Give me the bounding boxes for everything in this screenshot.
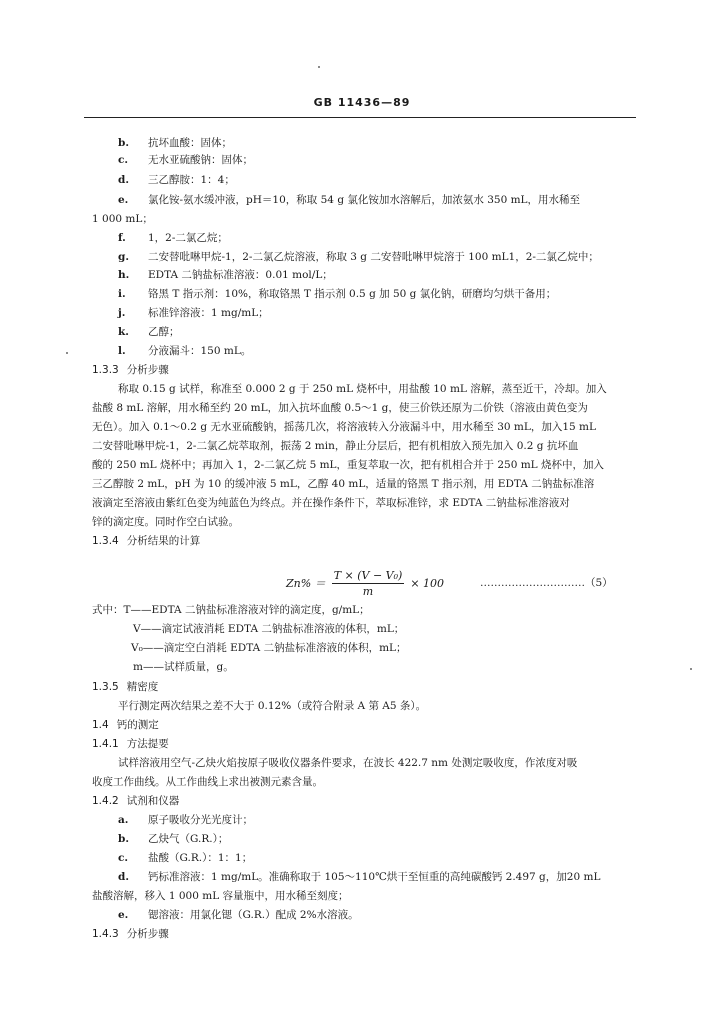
equation-number: …………………………（5） [480,577,613,589]
list-item: k. 乙醇； [118,326,180,338]
paragraph-line: 二安替吡啉甲烷-1，2-二氯乙烷萃取剂，振荡 2 min，静止分层后，把有机相放入预先加入 0.2 g 抗坏血 [92,440,579,452]
formula [286,566,444,600]
header-rule [84,117,636,118]
section-heading: 1.3.4 分析结果的计算 [92,535,201,547]
paragraph-line: 试样溶液用空气-乙炔火焰按原子吸收仪器条件要求，在波长 422.7 nm 处测定吸收度，作浓度对吸 [118,757,578,769]
formula-denominator: m [362,584,374,598]
paragraph-line: 锌的滴定度。同时作空白试验。 [92,516,239,528]
list-item: e. 氯化铵-氨水缓冲液，pH＝10，称取 54 g 氯化铵加水溶解后，加浓氨水 350 mL，用水稀至 [118,194,581,206]
list-item: c. 无水亚硫酸钠：固体； [118,154,253,166]
scan-speck [690,668,692,670]
formula-lhs: Zn% ＝ [286,577,326,590]
list-item: a. 原子吸收分光光度计； [118,814,253,826]
list-item-continuation: 盐酸溶解，移入 1 000 mL 容量瓶中，用水稀至刻度； [92,890,349,902]
paragraph-line: 收度工作曲线。从工作曲线上求出被测元素含量。 [92,776,323,788]
list-item: g. 二安替吡啉甲烷-1，2-二氯乙烷溶液，称取 3 g 二安替吡啉甲烷溶于 100 mL1，2-二氯乙烷中； [118,251,599,263]
list-item: e. 锶溶液：用氯化锶（G.R.）配成 2%水溶液。 [118,909,359,921]
paragraph-line: 三乙醇胺 2 mL，pH 为 10 的缓冲液 5 mL，乙醇 40 mL，适量的铬黑 T 指示剂，用 EDTA 二钠盐标准溶 [92,478,595,490]
where-line: V——滴定试液消耗 EDTA 二钠盐标准溶液的体积，mL； [133,623,405,635]
list-item: j. 标准锌溶液：1 mg/mL； [118,307,269,319]
list-item: b. 抗坏血酸：固体； [118,137,232,149]
where-line: 式中：T——EDTA 二钠盐标准溶液对锌的滴定度，g/mL； [92,604,370,616]
list-item-continuation: 1 000 mL； [92,213,153,225]
list-item: c. 盐酸（G.R.）：1：1； [118,852,253,864]
paragraph-line: 平行测定两次结果之差不大于 0.12%（或符合附录 A 第 A5 条）。 [118,700,427,712]
section-heading: 1.4.3 分析步骤 [92,928,169,940]
paragraph-line: 盐酸 8 mL 溶解，用水稀至约 20 mL，加入抗坏血酸 0.5～1 g，使三价铁还原为二价铁（溶液由黄色变为 [92,402,588,414]
list-item: h. EDTA 二钠盐标准溶液：0.01 mol/L； [118,269,333,281]
section-heading: 1.4 钙的测定 [92,719,159,731]
scan-speck [318,66,320,68]
list-item: f. 1，2-二氯乙烷； [118,232,228,244]
section-heading: 1.3.3 分析步骤 [92,364,169,376]
list-item: l. 分液漏斗：150 mL。 [118,345,252,357]
paragraph-line: 称取 0.15 g 试样，称准至 0.000 2 g 于 250 mL 烧杯中，用盐酸 10 mL 溶解，蒸至近干，冷却。加入 [118,383,607,395]
paragraph-line: 酸的 250 mL 烧杯中；再加入 1，2-二氯乙烷 5 mL，重复萃取一次，把有机相合并于 250 mL 烧杯中，加入 [92,459,604,471]
paragraph-line: 液滴定至溶液由紫红色变为纯蓝色为终点。并在操作条件下，萃取标准锌，求 EDTA 二钠盐标准溶液对 [92,497,570,509]
formula-fraction [332,569,405,598]
scan-speck [66,352,68,354]
paragraph-line: 无色）。加入 0.1～0.2 g 无水亚硫酸钠，摇荡几次，将溶液转入分液漏斗中，用水稀至 30 mL，加入15 mL [92,421,596,433]
page-header: GB 11436—89 [313,96,411,109]
where-line: m——试样质量，g。 [133,661,234,673]
section-heading: 1.4.1 方法提要 [92,738,169,750]
formula-numerator: T × (V − V₀) [333,568,403,582]
section-heading: 1.3.5 精密度 [92,681,159,693]
list-item: b. 乙炔气（G.R.）； [118,833,229,845]
section-heading: 1.4.2 试剂和仪器 [92,795,180,807]
where-line: V₀——滴定空白消耗 EDTA 二钠盐标准溶液的体积，mL； [131,642,407,654]
list-item: d. 三乙醇胺：1：4； [118,174,235,186]
list-item: i. 铬黑 T 指示剂：10%，称取铬黑 T 指示剂 0.5 g 加 50 g 氯化钠，研磨均匀烘干备用； [118,288,557,300]
formula-rhs: × 100 [410,576,445,590]
list-item: d. 钙标准溶液：1 mg/mL。准确称取于 105～110℃烘干至恒重的高纯碳酸钙 2.497 g，加20 mL [118,871,601,883]
